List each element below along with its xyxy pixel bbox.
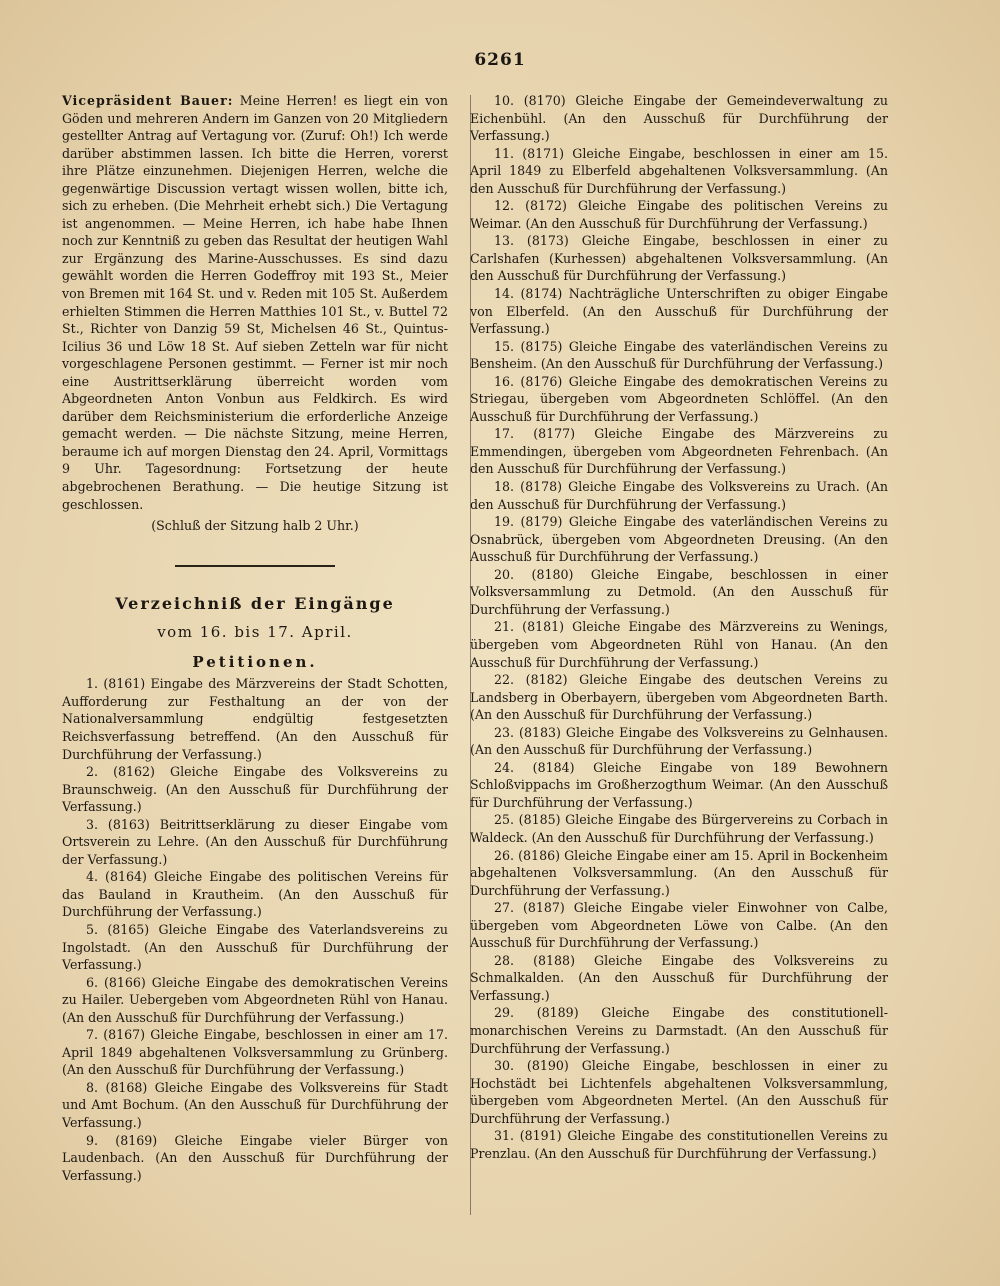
petition-entry: 19. (8179) Gleiche Eingabe des vaterländischen Vereins zu Osnabrück, übergeben vom Abgeordneten Dreusing. (An den Ausschuß für Durchführung der Verfassung.) bbox=[470, 514, 888, 565]
petition-entry: 26. (8186) Gleiche Eingabe einer am 15. April in Bockenheim abgehaltenen Volksversammlung. (An den Ausschuß für Durchführung der Verfassung.) bbox=[470, 847, 888, 898]
petition-entry: 9. (8169) Gleiche Eingabe vieler Bürger von Laudenbach. (An den Ausschuß für Durchführung der Verfassung.) bbox=[62, 1132, 448, 1183]
petition-entry: 24. (8184) Gleiche Eingabe von 189 Bewohnern Schloßvippachs im Großherzogthum Weimar. (An den Ausschuß für Durchführung der Verfassung.) bbox=[470, 759, 888, 810]
session-closing: (Schluß der Sitzung halb 2 Uhr.) bbox=[151, 518, 359, 534]
speech-speaker: Vicepräsident Bauer: bbox=[62, 93, 234, 108]
petition-entry: 18. (8178) Gleiche Eingabe des Volksvereins zu Urach. (An den Ausschuß für Durchführung der Verfassung.) bbox=[470, 479, 888, 512]
petitions-heading: Petitionen. bbox=[192, 652, 318, 671]
petition-entry: 17. (8177) Gleiche Eingabe des Märzvereins zu Emmendingen, übergeben vom Abgeordneten Fehrenbach. (An den Ausschuß für Durchführung der Verfassung.) bbox=[470, 426, 888, 477]
petition-entry: 14. (8174) Nachträgliche Unterschriften zu obiger Eingabe von Elberfeld. (An den Ausschuß für Durchführung der Verfassung.) bbox=[470, 286, 888, 337]
right-column bbox=[470, 92, 888, 1162]
speech-paragraph bbox=[62, 92, 448, 513]
petition-entry: 20. (8180) Gleiche Eingabe, beschlossen in einer Volksversammlung zu Detmold. (An den Ausschuß für Durchführung der Verfassung.) bbox=[470, 566, 888, 617]
petition-entry: 16. (8176) Gleiche Eingabe des demokratischen Vereins zu Striegau, übergeben vom Abgeordneten Schlöffel. (An den Ausschuß für Durchführung der Verfassung.) bbox=[470, 373, 888, 424]
section-divider bbox=[175, 565, 335, 567]
petition-entry: 30. (8190) Gleiche Eingabe, beschlossen in einer zu Hochstädt bei Lichtenfels abgehaltenen Volksversammlung, übergeben vom Abgeordneten Mertel. (An den Ausschuß für Durchführung der Verfassung.) bbox=[470, 1058, 888, 1126]
petition-entry: 29. (8189) Gleiche Eingabe des constitutionell-monarchischen Vereins zu Darmstadt. (An den Ausschuß für Durchführung der Verfassung.) bbox=[470, 1005, 888, 1056]
petition-entry: 1. (8161) Eingabe des Märzvereins der Stadt Schotten, Aufforderung zur Festhaltung an der von der Nationalversammlung endgültig festgesetzten Reichsverfassung betreffend. (An den Ausschuß für Durchführung der Verfassung.) bbox=[62, 676, 448, 762]
petition-entry: 25. (8185) Gleiche Eingabe des Bürgervereins zu Corbach in Waldeck. (An den Ausschuß für Durchführung der Verfassung.) bbox=[470, 812, 888, 845]
petition-entry: 28. (8188) Gleiche Eingabe des Volksvereins zu Schmalkalden. (An den Ausschuß für Durchführung der Verfassung.) bbox=[470, 952, 888, 1003]
petition-entry: 10. (8170) Gleiche Eingabe der Gemeindeverwaltung zu Eichenbühl. (An den Ausschuß für Durchführung der Verfassung.) bbox=[470, 93, 888, 144]
petition-entry: 21. (8181) Gleiche Eingabe des Märzvereins zu Wenings, übergeben vom Abgeordneten Rühl von Hanau. (An den Ausschuß für Durchführung der Verfassung.) bbox=[470, 619, 888, 670]
petition-entry: 7. (8167) Gleiche Eingabe, beschlossen in einer am 17. April 1849 abgehaltenen Volksversammlung zu Grünberg. (An den Ausschuß für Durchführung der Verfassung.) bbox=[62, 1027, 448, 1078]
speech-text: Meine Herren! es liegt ein von Göden und mehreren Andern im Ganzen von 20 Mitgliedern gestellter Antrag auf Vertagung vor. (Zuruf: Oh!) Ich werde darüber abstimmen lassen. Ich bitte die Herren, vorerst ihre Plätze einzunehmen. Diejenigen Herren, welche die gegenwärtige Discussion vertagt wissen wollen, bitte ich, sich zu erheben. (Die Mehrheit erhebt sich.) Die Vertagung ist angenommen. — Meine Herren, ich habe habe Ihnen noch zur Kenntniß zu geben das Resultat der heutigen Wahl zur Ergänzung des Marine-Ausschusses. Es sind dazu gewählt worden die Herren Godeffroy mit 193 St., Meier von Bremen mit 164 St. und v. Reden mit 105 St. Außerdem erhielten Stimmen die Herren Matthies 101 St., v. Buttel 72 St., Richter von Danzig 59 St, Michelsen 46 St., Quintus-Icilius 36 und Löw 18 St. Auf sieben Zetteln war für nicht vorgeschlagene Personen gestimmt. — Ferner ist mir noch eine Austrittserklärung überreicht worden vom Abgeordneten Anton Vonbun aus Feldkirch. Es wird darüber dem Reichsministerium die erforderliche Anzeige gemacht werden. — Die nächste Sitzung, meine Herren, beraume ich auf morgen Dienstag den 24. April, Vormittags 9 Uhr. Tagesordnung: Fortsetzung der heute abgebrochenen Berathung. — Die heutige Sitzung ist geschlossen. bbox=[62, 93, 448, 512]
page-number: 6261 bbox=[474, 50, 526, 70]
petition-entry: 27. (8187) Gleiche Eingabe vieler Einwohner von Calbe, übergeben vom Abgeordneten Löwe von Calbe. (An den Ausschuß für Durchführung der Verfassung.) bbox=[470, 900, 888, 951]
petition-entry: 4. (8164) Gleiche Eingabe des politischen Vereins für das Bauland in Krautheim. (An den Ausschuß für Durchführung der Verfassung.) bbox=[62, 869, 448, 920]
petition-entry: 22. (8182) Gleiche Eingabe des deutschen Vereins zu Landsberg in Oberbayern, übergeben vom Abgeordneten Barth. (An den Ausschuß für Durchführung der Verfassung.) bbox=[470, 672, 888, 723]
petition-entry: 2. (8162) Gleiche Eingabe des Volksvereins zu Braunschweig. (An den Ausschuß für Durchführung der Verfassung.) bbox=[62, 764, 448, 815]
petition-entry: 13. (8173) Gleiche Eingabe, beschlossen in einer zu Carlshafen (Kurhessen) abgehaltenen Volksversammlung. (An den Ausschuß für Durchführung der Verfassung.) bbox=[470, 233, 888, 284]
petition-entry: 31. (8191) Gleiche Eingabe des constitutionellen Vereins zu Prenzlau. (An den Ausschuß für Durchführung der Verfassung.) bbox=[470, 1128, 888, 1161]
petition-entry: 8. (8168) Gleiche Eingabe des Volksvereins für Stadt und Amt Bochum. (An den Ausschuß für Durchführung der Verfassung.) bbox=[62, 1079, 448, 1130]
petition-entry: 11. (8171) Gleiche Eingabe, beschlossen in einer am 15. April 1849 zu Elberfeld abgehaltenen Volksversammlung. (An den Ausschuß für Durchführung der Verfassung.) bbox=[470, 145, 888, 196]
register-heading: Verzeichniß der Eingänge bbox=[115, 593, 395, 613]
petition-entry: 15. (8175) Gleiche Eingabe des vaterländischen Vereins zu Bensheim. (An den Ausschuß für Durchführung der Verfassung.) bbox=[470, 338, 888, 372]
petition-entry: 5. (8165) Gleiche Eingabe des Vaterlandsvereins zu Ingolstadt. (An den Ausschuß für Durchführung der Verfassung.) bbox=[62, 921, 448, 973]
register-date-range: vom 16. bis 17. April. bbox=[157, 623, 353, 642]
petition-entry: 23. (8183) Gleiche Eingabe des Volksvereins zu Gelnhausen. (An den Ausschuß für Durchführung der Verfassung.) bbox=[470, 724, 888, 758]
petition-entry: 6. (8166) Gleiche Eingabe des demokratischen Vereins zu Hailer. Uebergeben vom Abgeordneten Rühl von Hanau. (An den Ausschuß für Durchführung der Verfassung.) bbox=[62, 974, 448, 1025]
petition-entry: 3. (8163) Beitrittserklärung zu dieser Eingabe vom Ortsverein zu Lehre. (An den Ausschuß für Durchführung der Verfassung.) bbox=[62, 816, 448, 867]
left-column bbox=[62, 92, 448, 1184]
petition-entry: 12. (8172) Gleiche Eingabe des politischen Vereins zu Weimar. (An den Ausschuß für Durchführung der Verfassung.) bbox=[470, 198, 888, 231]
